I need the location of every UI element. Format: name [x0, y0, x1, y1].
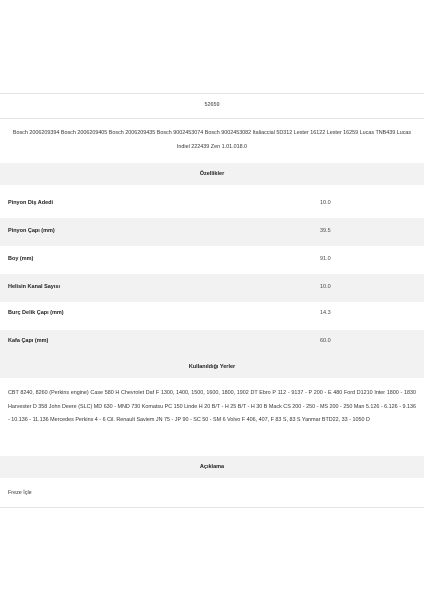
spec-value: 14.3 [320, 310, 331, 316]
spec-value: 10.0 [320, 284, 331, 290]
spec-row [0, 246, 424, 274]
description-header: Açıklama [0, 456, 424, 478]
top-divider [0, 93, 424, 94]
spec-row [0, 218, 424, 246]
usage-text: CBT 8240, 8260 (Perkins engine) Case 580 H Chevrolet Daf F 1300, 1400, 1500, 1600, 1800, 1902 DT Ebro P 112 - 9137 - P 200 - E 480 Ford D1210 Inter 1800 - 1830 Harvester D 358 John Deere (SLC) MD 630 - MND 730 Komatsu PC 150 Linde H 20 B/T - H 25 B/T - H 30 B Mack CS 200 - 250 - MS 200 - 250 Man 5.126 - 6.126 - 9.136 - 10.136 - 11.136 Mercedes Perkins 4 - 6 Cil. Renault Saviem JN 75 - JP 90 - SC 50 - SM 6 Volvo F 406, 407, F 83 S, 83 S Yanmar BTD22, 33 - 1050 D [8, 390, 416, 424]
code-divider [0, 118, 424, 119]
usage-header: Kullanıldığı Yerler [0, 356, 424, 378]
spec-label: Boy (mm) [8, 256, 34, 262]
spec-row [0, 330, 424, 356]
oem-references: Bosch 2006209394 Bosch 2006209405 Bosch 2006209435 Bosch 9002453074 Bosch 9002453082 Italiaccial 5D312 Lester 16122 Lester 16259 Lucas TNB439 Lucas Indiel 222439 Zen 1.01.018.0 [12, 130, 412, 150]
spec-value: 60.0 [320, 338, 331, 344]
spec-value: 39.5 [320, 228, 331, 234]
spec-label: Pinyon Çapı (mm) [8, 228, 55, 234]
features-header: Özellikler [0, 163, 424, 185]
spec-label: Pinyon Diş Adedi [8, 200, 54, 206]
product-code: 52659 [204, 102, 220, 108]
spec-label: Helisin Kanal Sayısı [8, 284, 60, 290]
spec-row [0, 302, 424, 330]
spec-value: 10.0 [320, 200, 331, 206]
spec-row [0, 274, 424, 302]
spec-row [0, 190, 424, 218]
spec-label: Burç Delik Çapı (mm) [8, 310, 64, 316]
spec-value: 91.0 [320, 256, 331, 262]
spec-label: Kafa Çapı (mm) [8, 338, 49, 344]
bottom-divider [0, 507, 424, 508]
description-text: Freze İçle [8, 490, 32, 496]
